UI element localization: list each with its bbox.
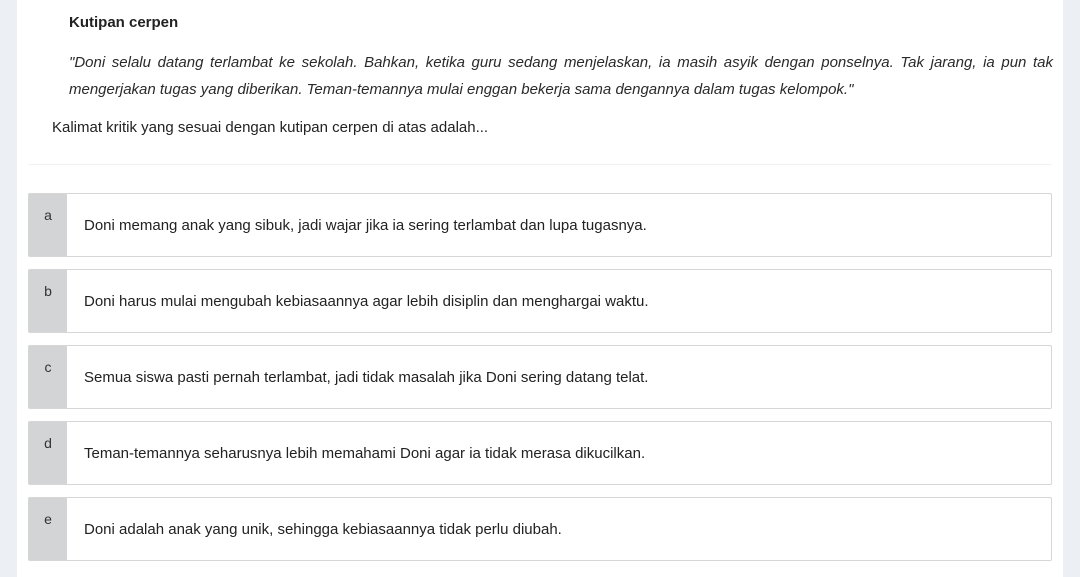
option-a[interactable] <box>28 193 1052 257</box>
option-text: Doni harus mulai mengubah kebiasaannya agar lebih disiplin dan menghargai waktu. <box>84 293 649 310</box>
option-letter-box <box>29 498 67 560</box>
question-prompt: Kalimat kritik yang sesuai dengan kutipan cerpen di atas adalah... <box>52 119 489 136</box>
option-text: Semua siswa pasti pernah terlambat, jadi tidak masalah jika Doni sering datang telat. <box>84 369 649 386</box>
passage-quote: "Doni selalu datang terlambat ke sekolah. Bahkan, ketika guru sedang menjelaskan, ia masih asyik dengan ponselnya. Tak jarang, ia pun tak mengerjakan tugas yang diberikan. Teman-temannya mulai enggan bekerja sama dengannya dalam tugas kelompok." <box>69 54 1053 98</box>
option-letter-box <box>29 346 67 408</box>
option-letter-box <box>29 194 67 256</box>
option-c[interactable] <box>28 345 1052 409</box>
option-e[interactable] <box>28 497 1052 561</box>
option-letter: b <box>44 283 52 299</box>
option-text: Teman-temannya seharusnya lebih memahami Doni agar ia tidak merasa dikucilkan. <box>84 445 646 462</box>
option-letter-box <box>29 270 67 332</box>
option-letter: e <box>44 511 52 527</box>
option-d[interactable] <box>28 421 1052 485</box>
option-b[interactable] <box>28 269 1052 333</box>
option-letter: c <box>44 359 52 375</box>
option-letter: d <box>44 435 52 451</box>
question-card <box>17 0 1063 577</box>
option-letter-box <box>29 422 67 484</box>
divider <box>28 164 1052 165</box>
option-text: Doni memang anak yang sibuk, jadi wajar jika ia sering terlambat dan lupa tugasnya. <box>84 217 647 234</box>
option-text: Doni adalah anak yang unik, sehingga kebiasaannya tidak perlu diubah. <box>84 521 562 538</box>
option-letter: a <box>44 207 52 223</box>
answer-options <box>28 193 1052 573</box>
passage-title: Kutipan cerpen <box>69 14 179 31</box>
